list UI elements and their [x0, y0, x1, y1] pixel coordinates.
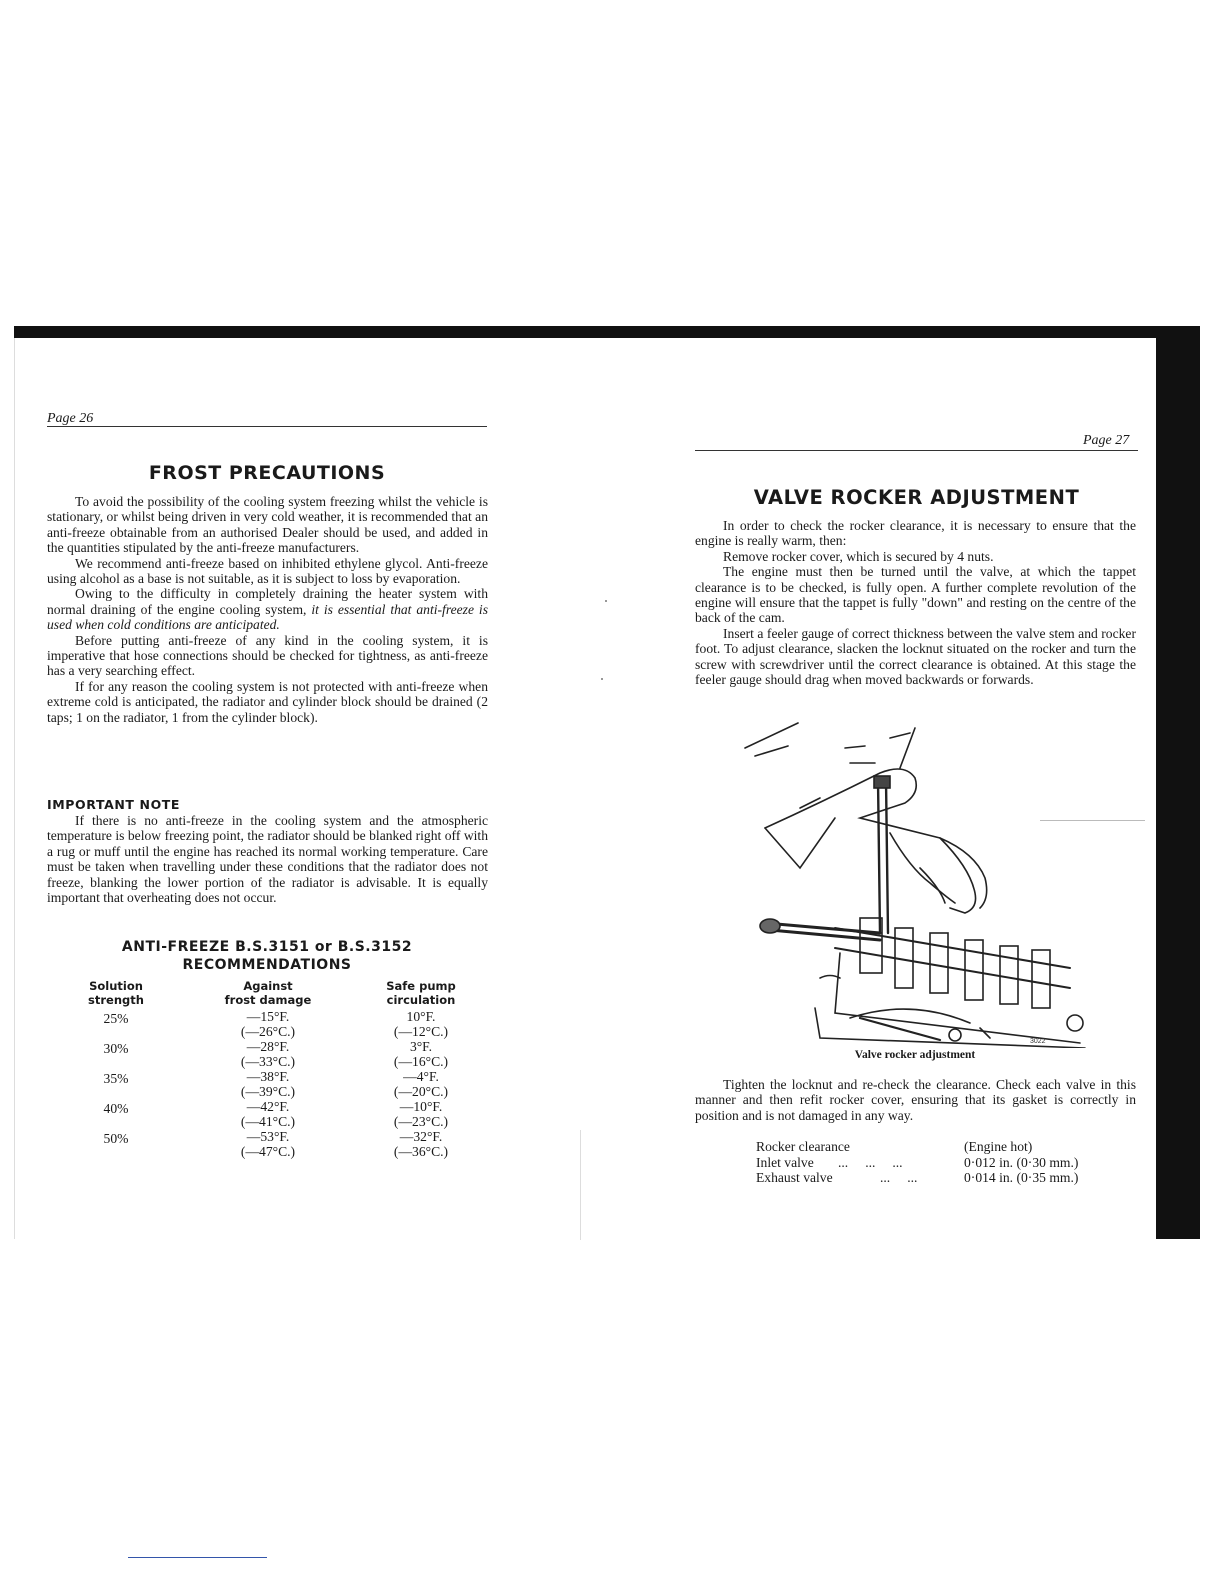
scan-artifact-line [128, 1557, 267, 1558]
cell-frost-f: —28°F. [246, 1039, 290, 1054]
table-title-line: RECOMMENDATIONS [182, 957, 352, 973]
cell-pump-f: 3°F. [409, 1039, 433, 1054]
scan-speck [601, 678, 603, 680]
scan-artifact-line [1040, 820, 1145, 821]
figure-caption: Valve rocker adjustment [854, 1049, 976, 1061]
scan-top-border [14, 326, 1200, 338]
page-title-left: FROST PRECAUTIONS [148, 462, 386, 484]
paragraph-emphasis: it is essential that anti-freeze is used when cold conditions are anticipated. [47, 601, 488, 633]
important-note-body [47, 813, 488, 905]
cell-frost-c: (—33°C.) [240, 1054, 296, 1069]
spec-value: 0·012 in. (0·30 mm.) [964, 1155, 1079, 1170]
paragraph [47, 586, 488, 632]
scan-speck [605, 600, 607, 602]
paragraph: If for any reason the cooling system is not protected with anti-freeze when extreme cold is anticipated, the radiator and cylinder block should be drained (2 taps; 1 on the radiator, 1 from the cylinder block). [47, 678, 488, 725]
paragraph: If there is no anti-freeze in the cooling system and the atmospheric temperature is below freezing point, the radiator should be blanked right off with a rug or muff until the engine has reached its normal working temperature. Care must be taken when travelling under these conditions that the radiator does not freeze, blanking the lower portion of the radiator is advisable. It is equally important that overheating does not occur. [47, 813, 488, 906]
cell-strength: 40% [103, 1101, 129, 1116]
cell-frost-c: (—41°C.) [240, 1114, 296, 1129]
cell-pump-c: (—16°C.) [393, 1054, 449, 1069]
paragraph: Insert a feeler gauge of correct thickness between the valve stem and rocker foot. To adjust clearance, slacken the locknut situated on the rocker and turn the screw with screwdriver until the correct clearance is obtained. At this stage the feeler gauge should drag when moved backwards or forwards. [695, 625, 1136, 688]
cell-pump-f: 10°F. [406, 1009, 436, 1024]
spec-value: 0·014 in. (0·35 mm.) [964, 1170, 1079, 1185]
cell-pump-c: (—36°C.) [393, 1144, 449, 1159]
important-note-heading: IMPORTANT NOTE [47, 797, 181, 812]
table-title-line: ANTI-FREEZE B.S.3151 or B.S.3152 [121, 939, 413, 955]
paragraph: The engine must then be turned until the valve, at which the tappet clearance is to be checked, is fully open. A further complete revolution of the engine will ensure that the tappet is fully "down" and resting on the centre of the back of the cam. [695, 564, 1136, 626]
spec-leader-dots: ... ... [880, 1170, 918, 1185]
after-figure-text [695, 1077, 1136, 1123]
page-title-right: VALVE ROCKER ADJUSTMENT [753, 486, 1080, 509]
cell-strength: 35% [103, 1071, 129, 1086]
paragraph: We recommend anti-freeze based on inhibited ethylene glycol. Anti-freeze using alcohol as a base is not suitable, as it is subject to loss by evaporation. [47, 555, 488, 587]
valve-rocker-illustration [740, 718, 1095, 1048]
page-number-left: Page 26 [47, 411, 94, 426]
header-rule-right [695, 450, 1138, 451]
cell-pump-c: (—23°C.) [393, 1114, 449, 1129]
table-title [47, 938, 487, 974]
cell-pump-f: —4°F. [403, 1069, 439, 1084]
table-header-strength [80, 979, 152, 1007]
cell-frost-c: (—47°C.) [240, 1144, 296, 1159]
header-line: Safe pump [386, 979, 456, 993]
spec-label: Exhaust valve [756, 1170, 833, 1185]
scan-left-edge [14, 338, 15, 1239]
header-line: Against [243, 979, 293, 993]
cell-pump-c: (—20°C.) [393, 1084, 449, 1099]
cell-frost-c: (—26°C.) [240, 1024, 296, 1039]
spec-value: (Engine hot) [964, 1139, 1033, 1154]
header-line: Solution [89, 979, 143, 993]
page-gutter [580, 1130, 581, 1240]
cell-strength: 30% [103, 1041, 129, 1056]
cell-pump-f: —10°F. [399, 1099, 443, 1114]
header-line: circulation [386, 993, 456, 1007]
header-line: strength [88, 993, 144, 1007]
scan-right-border [1156, 338, 1200, 1239]
cell-pump-c: (—12°C.) [393, 1024, 449, 1039]
cell-frost-f: —42°F. [246, 1099, 290, 1114]
cell-frost-c: (—39°C.) [240, 1084, 296, 1099]
table-header-pump [376, 979, 466, 1007]
paragraph: Remove rocker cover, which is secured by 4 nuts. [723, 548, 994, 564]
paragraph: Tighten the locknut and re-check the clearance. Check each valve in this manner and then refit rocker cover, ensuring that its gasket is correctly in position and is not damaged in any way. [695, 1077, 1136, 1123]
header-rule-left [47, 426, 487, 427]
figure-number: 3022 [1030, 1038, 1046, 1045]
paragraph: To avoid the possibility of the cooling system freezing whilst the vehicle is stationary, or whilst being driven in very cold weather, it is recommended that an anti-freeze obtainable from an authorised Dealer should be used, and added in the quantities stipulated by the anti-freeze manufacturers. [47, 494, 488, 556]
cell-frost-f: —53°F. [246, 1129, 290, 1144]
cell-strength: 50% [103, 1131, 129, 1146]
spec-label: Rocker clearance [756, 1139, 850, 1154]
cell-pump-f: —32°F. [399, 1129, 443, 1144]
frost-body [47, 494, 488, 725]
cell-strength: 25% [103, 1011, 129, 1026]
table-header-frost [208, 979, 328, 1007]
paragraph: In order to check the rocker clearance, it is necessary to ensure that the engine is really warm, then: [695, 518, 1136, 549]
paragraph-text: Owing to the difficulty in completely draining the heater system with normal draining of the engine cooling system, [47, 586, 488, 617]
page-number-right: Page 27 [1083, 433, 1130, 448]
cell-frost-f: —38°F. [246, 1069, 290, 1084]
paragraph: Before putting anti-freeze of any kind in the cooling system, it is imperative that hose connections should be checked for tightness, as anti-freeze has a very searching effect. [47, 632, 488, 679]
cell-frost-f: —15°F. [246, 1009, 290, 1024]
rocker-body [695, 518, 1136, 687]
header-line: frost damage [224, 993, 312, 1007]
spec-label: Inlet valve [756, 1155, 814, 1170]
spec-leader-dots: ... ... ... [838, 1155, 903, 1170]
